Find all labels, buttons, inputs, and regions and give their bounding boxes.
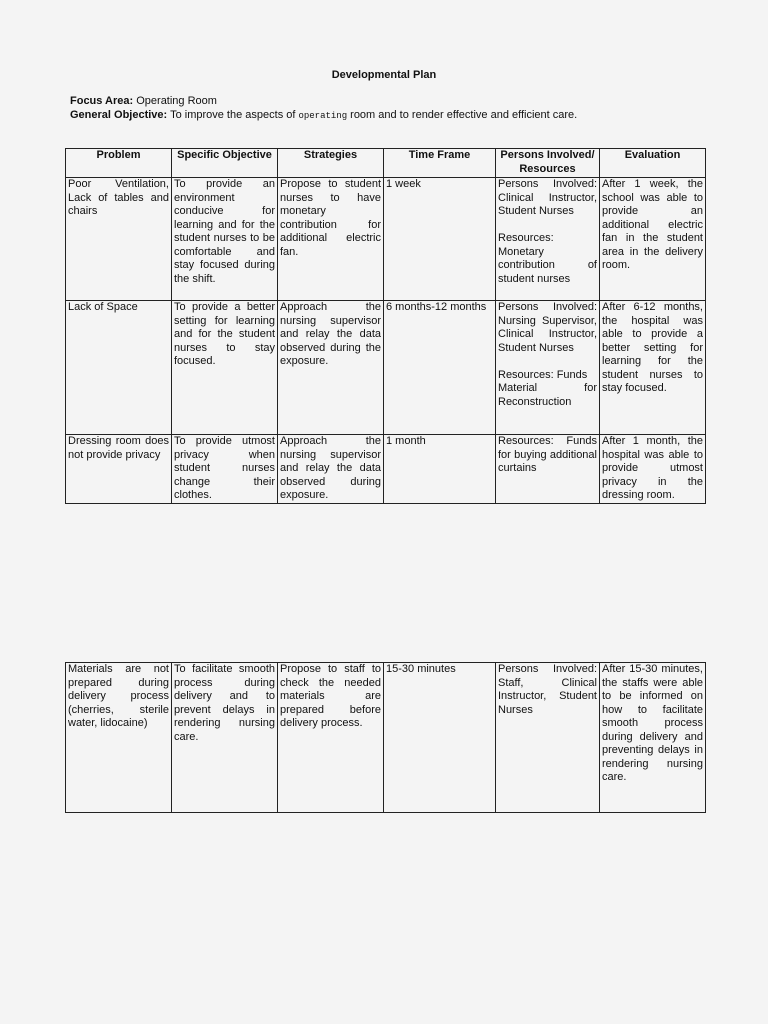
persons-involved-text: Persons Involved: Clinical Instructor, Student Nurses	[498, 178, 597, 217]
header-persons-resources: Persons Involved/ Resources	[496, 149, 600, 178]
general-objective-text-end: room and to render effective and efficient care.	[350, 109, 578, 121]
focus-area-label: Focus Area:	[70, 95, 134, 107]
cell-strategy: Propose to student nurses to have monetary contribution for additional electric fan.	[278, 178, 384, 301]
cell-strategy: Propose to staff to check the needed materials are prepared before delivery process.	[278, 663, 384, 813]
cell-problem: Dressing room does not provide privacy	[66, 435, 172, 504]
document-title: Developmental Plan	[331, 69, 437, 81]
focus-area	[70, 94, 217, 108]
header-time-frame: Time Frame	[384, 149, 496, 178]
cell-evaluation: After 1 month, the hospital was able to provide utmost privacy in the dressing room.	[600, 435, 706, 504]
header-specific-objective: Specific Objective	[172, 149, 278, 178]
cell-time-frame: 15-30 minutes	[384, 663, 496, 813]
developmental-plan-table	[65, 148, 706, 504]
cell-strategy: Approach the nursing supervisor and relay the data observed during exposure.	[278, 435, 384, 504]
cell-evaluation: After 6-12 months, the hospital was able to provide a better setting for learning for the student nurses to stay focused.	[600, 301, 706, 435]
table-row	[66, 178, 706, 301]
cell-problem: Materials are not prepared during delivery process (cherries, sterile water, lidocaine)	[66, 663, 172, 813]
table-row	[66, 435, 706, 504]
persons-involved-text: Persons Involved: Nursing Supervisor, Clinical Instructor, Student Nurses	[498, 301, 597, 354]
persons-involved-text: Persons Involved: Staff, Clinical Instructor, Student Nurses	[498, 663, 597, 716]
cell-problem: Lack of Space	[66, 301, 172, 435]
resources-text: Resources: Monetary contribution of student nurses	[498, 232, 597, 285]
general-objective-label: General Objective:	[70, 109, 168, 121]
resources-text: Resources: Funds	[498, 368, 588, 381]
general-objective-text-start: To improve the aspects of	[170, 109, 296, 121]
cell-objective: To provide a better setting for learning and for the student nurses to stay focused.	[172, 301, 278, 435]
header-evaluation: Evaluation	[600, 149, 706, 178]
cell-time-frame: 6 months-12 months	[384, 301, 496, 435]
header-strategies: Strategies	[278, 149, 384, 178]
cell-persons-resources	[496, 301, 600, 435]
cell-time-frame: 1 month	[384, 435, 496, 504]
developmental-plan-table-continued	[65, 662, 706, 813]
cell-objective: To facilitate smooth process during delivery and to prevent delays in rendering nursing care.	[172, 663, 278, 813]
table-header-row	[66, 149, 706, 178]
cell-time-frame: 1 week	[384, 178, 496, 301]
resources-extra-text: Material for Reconstruction	[498, 382, 597, 408]
table-row	[66, 663, 706, 813]
table-row	[66, 301, 706, 435]
cell-objective: To provide an environment conducive for learning and for the student nurses to be comfortable and stay focused during the shift.	[172, 178, 278, 301]
cell-persons-resources	[496, 178, 600, 301]
cell-strategy: Approach the nursing supervisor and relay the data observed during the exposure.	[278, 301, 384, 435]
cell-persons-resources	[496, 435, 600, 504]
header-problem: Problem	[66, 149, 172, 178]
cell-evaluation: After 1 week, the school was able to provide an additional electric fan in the student area in the delivery room.	[600, 178, 706, 301]
focus-area-value: Operating Room	[136, 95, 217, 107]
cell-persons-resources	[496, 663, 600, 813]
general-objective-mono-word: operating	[298, 111, 348, 121]
cell-evaluation: After 15-30 minutes, the staffs were able to be informed on how to facilitate smooth process during delivery and preventing delays in rendering nursing care.	[600, 663, 706, 813]
resources-text: Resources: Funds for buying additional curtains	[498, 435, 597, 474]
cell-objective: To provide utmost privacy when student nurses change their clothes.	[172, 435, 278, 504]
general-objective	[70, 108, 577, 123]
cell-problem: Poor Ventilation, Lack of tables and chairs	[66, 178, 172, 301]
